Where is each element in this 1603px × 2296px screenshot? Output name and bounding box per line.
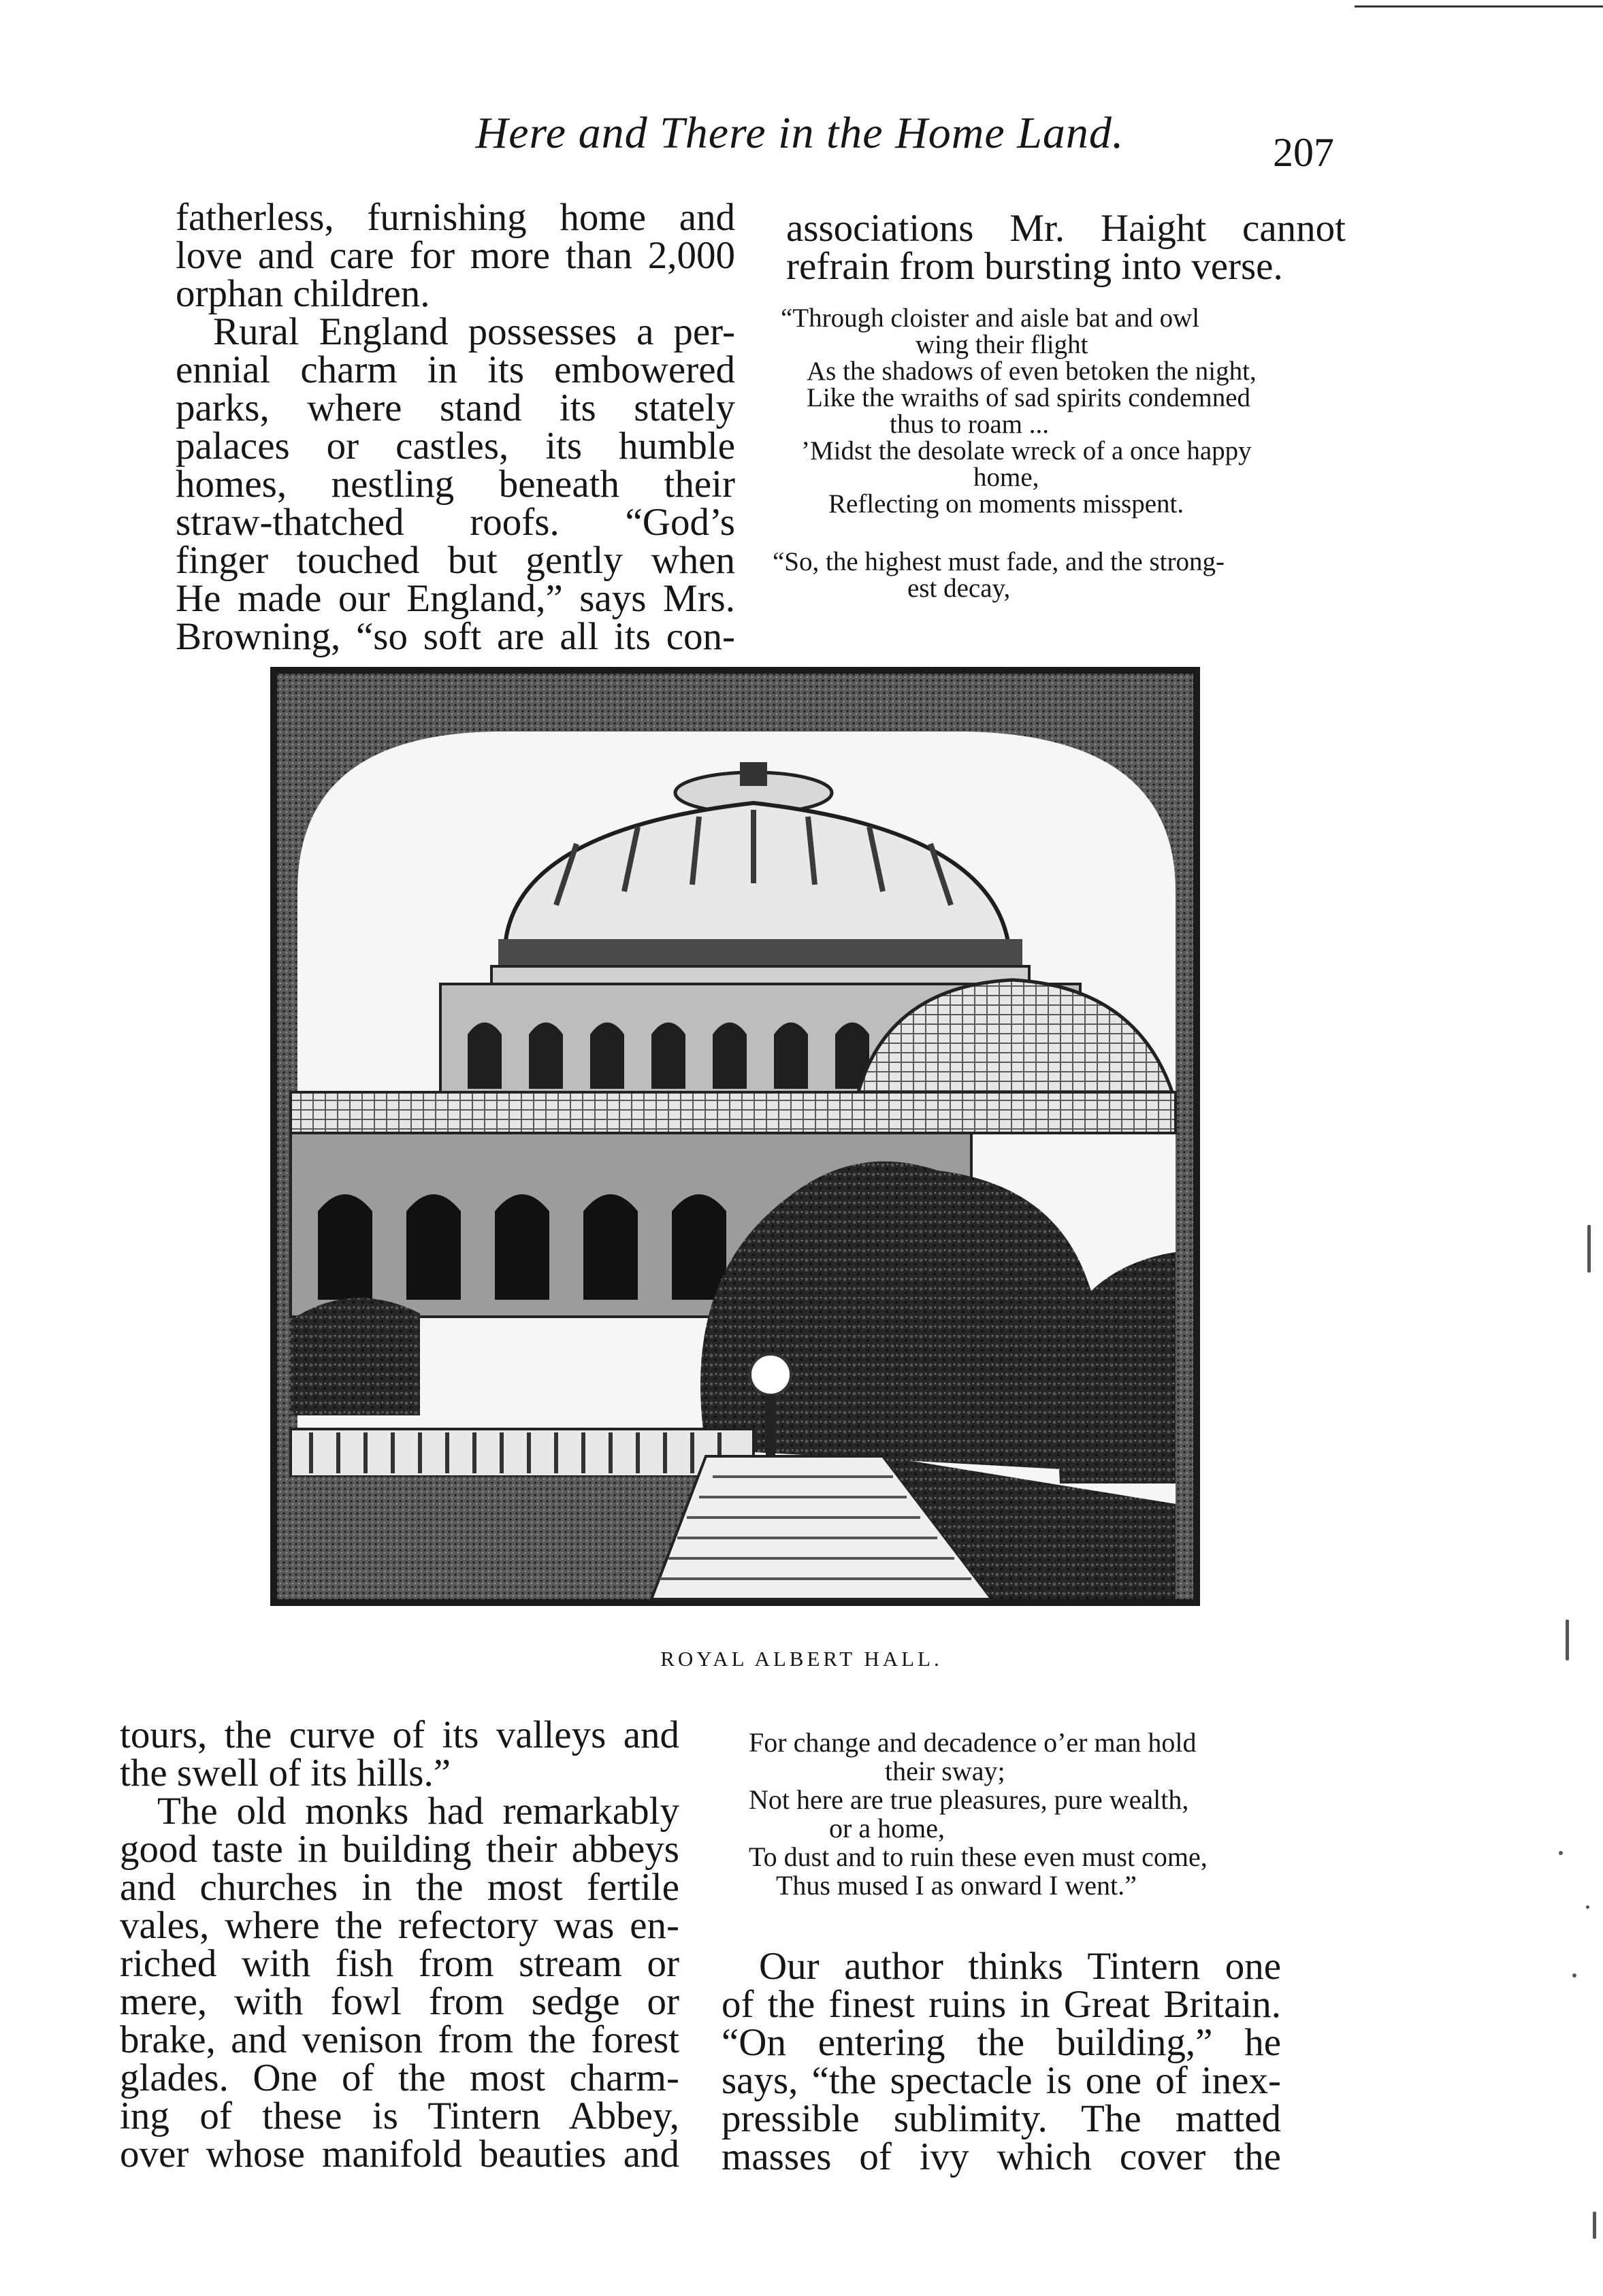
text-line: ing of these is Tintern Abbey, xyxy=(120,2095,679,2137)
page-number: 207 xyxy=(1273,130,1334,175)
text-line: of the finest ruins in Great Britain. xyxy=(722,1983,1281,2026)
poem-line: their sway; xyxy=(885,1756,1005,1786)
lower-left-column xyxy=(120,1713,679,2176)
text-line: over whose manifold beauties and xyxy=(120,2133,679,2176)
figure-caption: ROYAL ALBERT HALL. xyxy=(660,1647,943,1671)
scan-speck xyxy=(1559,1851,1563,1855)
text-line: mere, with fowl from sedge or xyxy=(120,1980,679,2023)
scan-edge-mark xyxy=(1355,5,1603,7)
text-line: says, “the spectacle is one of inex- xyxy=(722,2059,1281,2102)
text-line: He made our England,” says Mrs. xyxy=(176,577,735,620)
text-line: love and care for more than 2,000 xyxy=(176,234,735,277)
upper-left-column xyxy=(176,196,735,658)
text-line: “On entering the building,” he xyxy=(722,2021,1281,2064)
poem-line: For change and decadence o’er man hold xyxy=(749,1727,1197,1758)
text-line: ennial charm in its embowered xyxy=(176,348,735,391)
text-line: finger touched but gently when xyxy=(176,539,735,582)
poem-line: est decay, xyxy=(907,574,1011,603)
poem-line: Reflecting on moments misspent. xyxy=(828,489,1184,519)
text-line: glades. One of the most charm- xyxy=(120,2056,679,2099)
text-line: orphan children. xyxy=(176,272,430,315)
scan-speck xyxy=(1593,2212,1596,2239)
running-header: Here and There in the Home Land. xyxy=(475,108,1124,158)
text-line: Our author thinks Tintern one xyxy=(759,1945,1281,1988)
poem-line: thus to roam ... xyxy=(890,410,1049,439)
poem-line: home, xyxy=(973,463,1039,492)
upper-right-prose xyxy=(786,207,1346,288)
scan-speck xyxy=(1572,1973,1576,1978)
poem-line: Not here are true pleasures, pure wealth, xyxy=(749,1784,1189,1815)
text-line: parks, where stand its stately xyxy=(176,387,735,429)
text-line: associations Mr. Haight cannot xyxy=(786,207,1346,250)
text-line: homes, nestling beneath their xyxy=(176,463,735,506)
poem-line: or a home, xyxy=(829,1813,945,1843)
text-line: straw-thatched roofs. “God’s xyxy=(176,501,735,544)
poem-line: To dust and to ruin these even must come, xyxy=(749,1841,1208,1872)
text-line: riched with fish from stream or xyxy=(120,1942,679,1985)
text-line: brake, and venison from the forest xyxy=(120,2018,679,2061)
poem-line: As the shadows of even betoken the night, xyxy=(807,357,1257,386)
text-line: The old monks had remarkably xyxy=(157,1790,679,1833)
text-line: tours, the curve of its valleys and xyxy=(120,1713,679,1756)
text-line: good taste in building their abbeys xyxy=(120,1828,679,1871)
lower-poem xyxy=(749,1728,1348,1900)
scan-speck xyxy=(1587,1225,1591,1273)
text-line: the swell of its hills.” xyxy=(120,1752,451,1794)
text-line: Rural England possesses a per- xyxy=(213,310,735,353)
royal-albert-hall-illustration xyxy=(270,667,1200,1606)
text-line: refrain from bursting into verse. xyxy=(786,245,1283,288)
upper-poem xyxy=(773,305,1358,602)
poem-line: Thus mused I as onward I went.” xyxy=(776,1870,1137,1901)
lower-right-prose xyxy=(722,1945,1281,2178)
poem-line: “So, the highest must fade, and the strong- xyxy=(773,547,1225,576)
poem-line: ’Midst the desolate wreck of a once happy xyxy=(801,436,1252,465)
scan-speck xyxy=(1586,1905,1589,1909)
poem-line: wing their flight xyxy=(916,330,1088,359)
text-line: pressible sublimity. The matted xyxy=(722,2097,1281,2140)
text-line: Browning, “so soft are all its con- xyxy=(176,615,735,658)
poem-line: Like the wraiths of sad spirits condemned xyxy=(807,383,1251,412)
poem-line: “Through cloister and aisle bat and owl xyxy=(781,304,1200,333)
text-line: vales, where the refectory was en- xyxy=(120,1904,679,1947)
text-line: and churches in the most fertile xyxy=(120,1866,679,1909)
text-line: masses of ivy which cover the xyxy=(722,2135,1281,2178)
text-line: palaces or castles, its humble xyxy=(176,425,735,468)
scan-speck xyxy=(1566,1620,1569,1660)
text-line: fatherless, furnishing home and xyxy=(176,196,735,239)
